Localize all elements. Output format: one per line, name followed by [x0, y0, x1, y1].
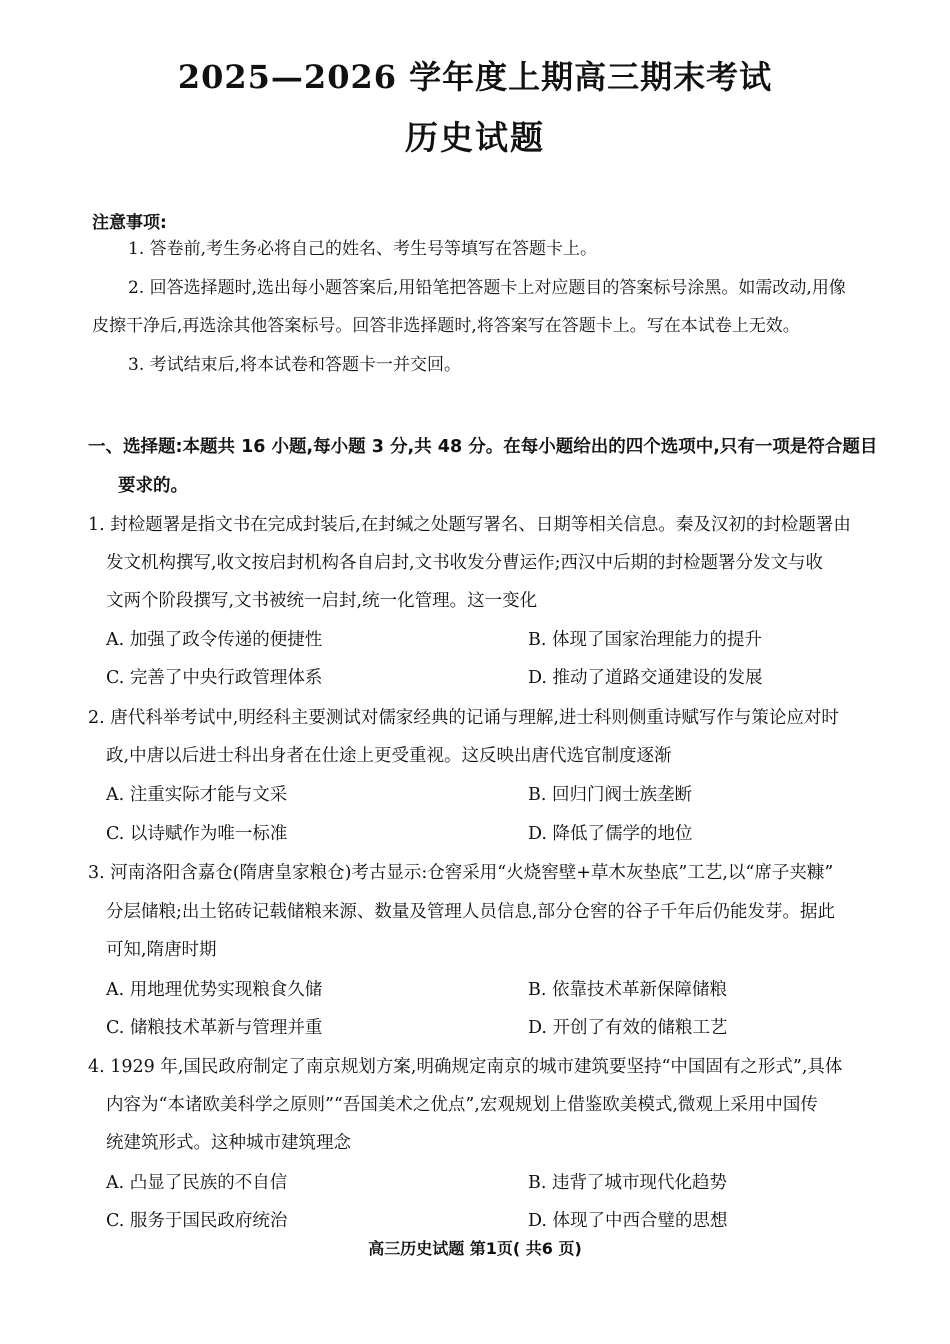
question-1-line-2: 发文机构撰写,收文按启封机构各自启封,文书收发分曹运作;西汉中后期的封检题署分发文与收	[106, 553, 824, 573]
question-2-option-a: A. 注重实际才能与文采	[106, 785, 288, 805]
question-2-line-1: 2. 唐代科举考试中,明经科主要测试对儒家经典的记诵与理解,进士科则侧重诗赋写作与策论应对时	[88, 708, 839, 728]
question-1-option-d: D. 推动了道路交通建设的发展	[528, 668, 763, 688]
notice-heading: 注意事项:	[92, 213, 167, 233]
question-4-line-2: 内容为“本诸欧美科学之原则”“吾国美术之优点”,宏观规划上借鉴欧美模式,微观上采用中国传	[106, 1095, 818, 1115]
notice-item-2-line-1: 2. 回答选择题时,选出每小题答案后,用铅笔把答题卡上对应题目的答案标号涂黑。如需改动,用像	[128, 278, 846, 298]
notice-item-1: 1. 答卷前,考生务必将自己的姓名、考生号等填写在答题卡上。	[128, 239, 598, 259]
subject-title: 历史试题	[405, 118, 545, 157]
question-1-line-3: 文两个阶段撰写,文书被统一启封,统一化管理。这一变化	[106, 591, 538, 611]
question-3-line-3: 可知,隋唐时期	[106, 940, 217, 960]
page-footer: 高三历史试题 第1页( 共6 页)	[368, 1239, 582, 1258]
section-1-heading-line-1: 一、选择题:本题共 16 小题,每小题 3 分,共 48 分。在每小题给出的四个选项中,只有一项是符合题目	[88, 437, 878, 457]
question-4-option-a: A. 凸显了民族的不自信	[106, 1173, 288, 1193]
question-3-option-a: A. 用地理优势实现粮食久储	[106, 980, 323, 1000]
question-2-option-c: C. 以诗赋作为唯一标准	[106, 824, 288, 844]
question-2-option-d: D. 降低了儒学的地位	[528, 824, 693, 844]
question-3-option-c: C. 储粮技术革新与管理并重	[106, 1018, 323, 1038]
question-4-line-1: 4. 1929 年,国民政府制定了南京规划方案,明确规定南京的城市建筑要坚持“中国固有之形式”,具体	[88, 1057, 843, 1077]
question-1-option-b: B. 体现了国家治理能力的提升	[528, 630, 762, 650]
section-1-heading-line-2: 要求的。	[118, 476, 188, 496]
question-2-option-b: B. 回归门阀士族垄断	[528, 785, 692, 805]
question-2-line-2: 政,中唐以后进士科出身者在仕途上更受重视。这反映出唐代选官制度逐渐	[106, 746, 672, 766]
question-1-line-1: 1. 封检题署是指文书在完成封装后,在封缄之处题写署名、日期等相关信息。秦及汉初的封检题署由	[88, 515, 851, 535]
question-4-line-3: 统建筑形式。这种城市建筑理念	[106, 1133, 351, 1153]
question-4-option-d: D. 体现了中西合璧的思想	[528, 1211, 728, 1231]
exam-title: 2025—2026 学年度上期高三期末考试	[177, 58, 773, 96]
question-4-option-c: C. 服务于国民政府统治	[106, 1211, 288, 1231]
notice-item-2-line-2: 皮擦干净后,再选涂其他答案标号。回答非选择题时,将答案写在答题卡上。写在本试卷上无效。	[92, 316, 800, 336]
question-1-option-a: A. 加强了政令传递的便捷性	[106, 630, 323, 650]
notice-item-3: 3. 考试结束后,将本试卷和答题卡一并交回。	[128, 355, 462, 375]
question-4-option-b: B. 违背了城市现代化趋势	[528, 1173, 727, 1193]
question-3-option-b: B. 依靠技术革新保障储粮	[528, 980, 727, 1000]
question-3-line-1: 3. 河南洛阳含嘉仓(隋唐皇家粮仓)考古显示:仓窖采用“火烧窖壁+草木灰垫底”工艺,以“席子夹糠”	[88, 863, 834, 883]
question-3-option-d: D. 开创了有效的储粮工艺	[528, 1018, 728, 1038]
question-3-line-2: 分层储粮;出土铭砖记载储粮来源、数量及管理人员信息,部分仓窖的谷子千年后仍能发芽。据此	[106, 902, 835, 922]
question-1-option-c: C. 完善了中央行政管理体系	[106, 668, 323, 688]
